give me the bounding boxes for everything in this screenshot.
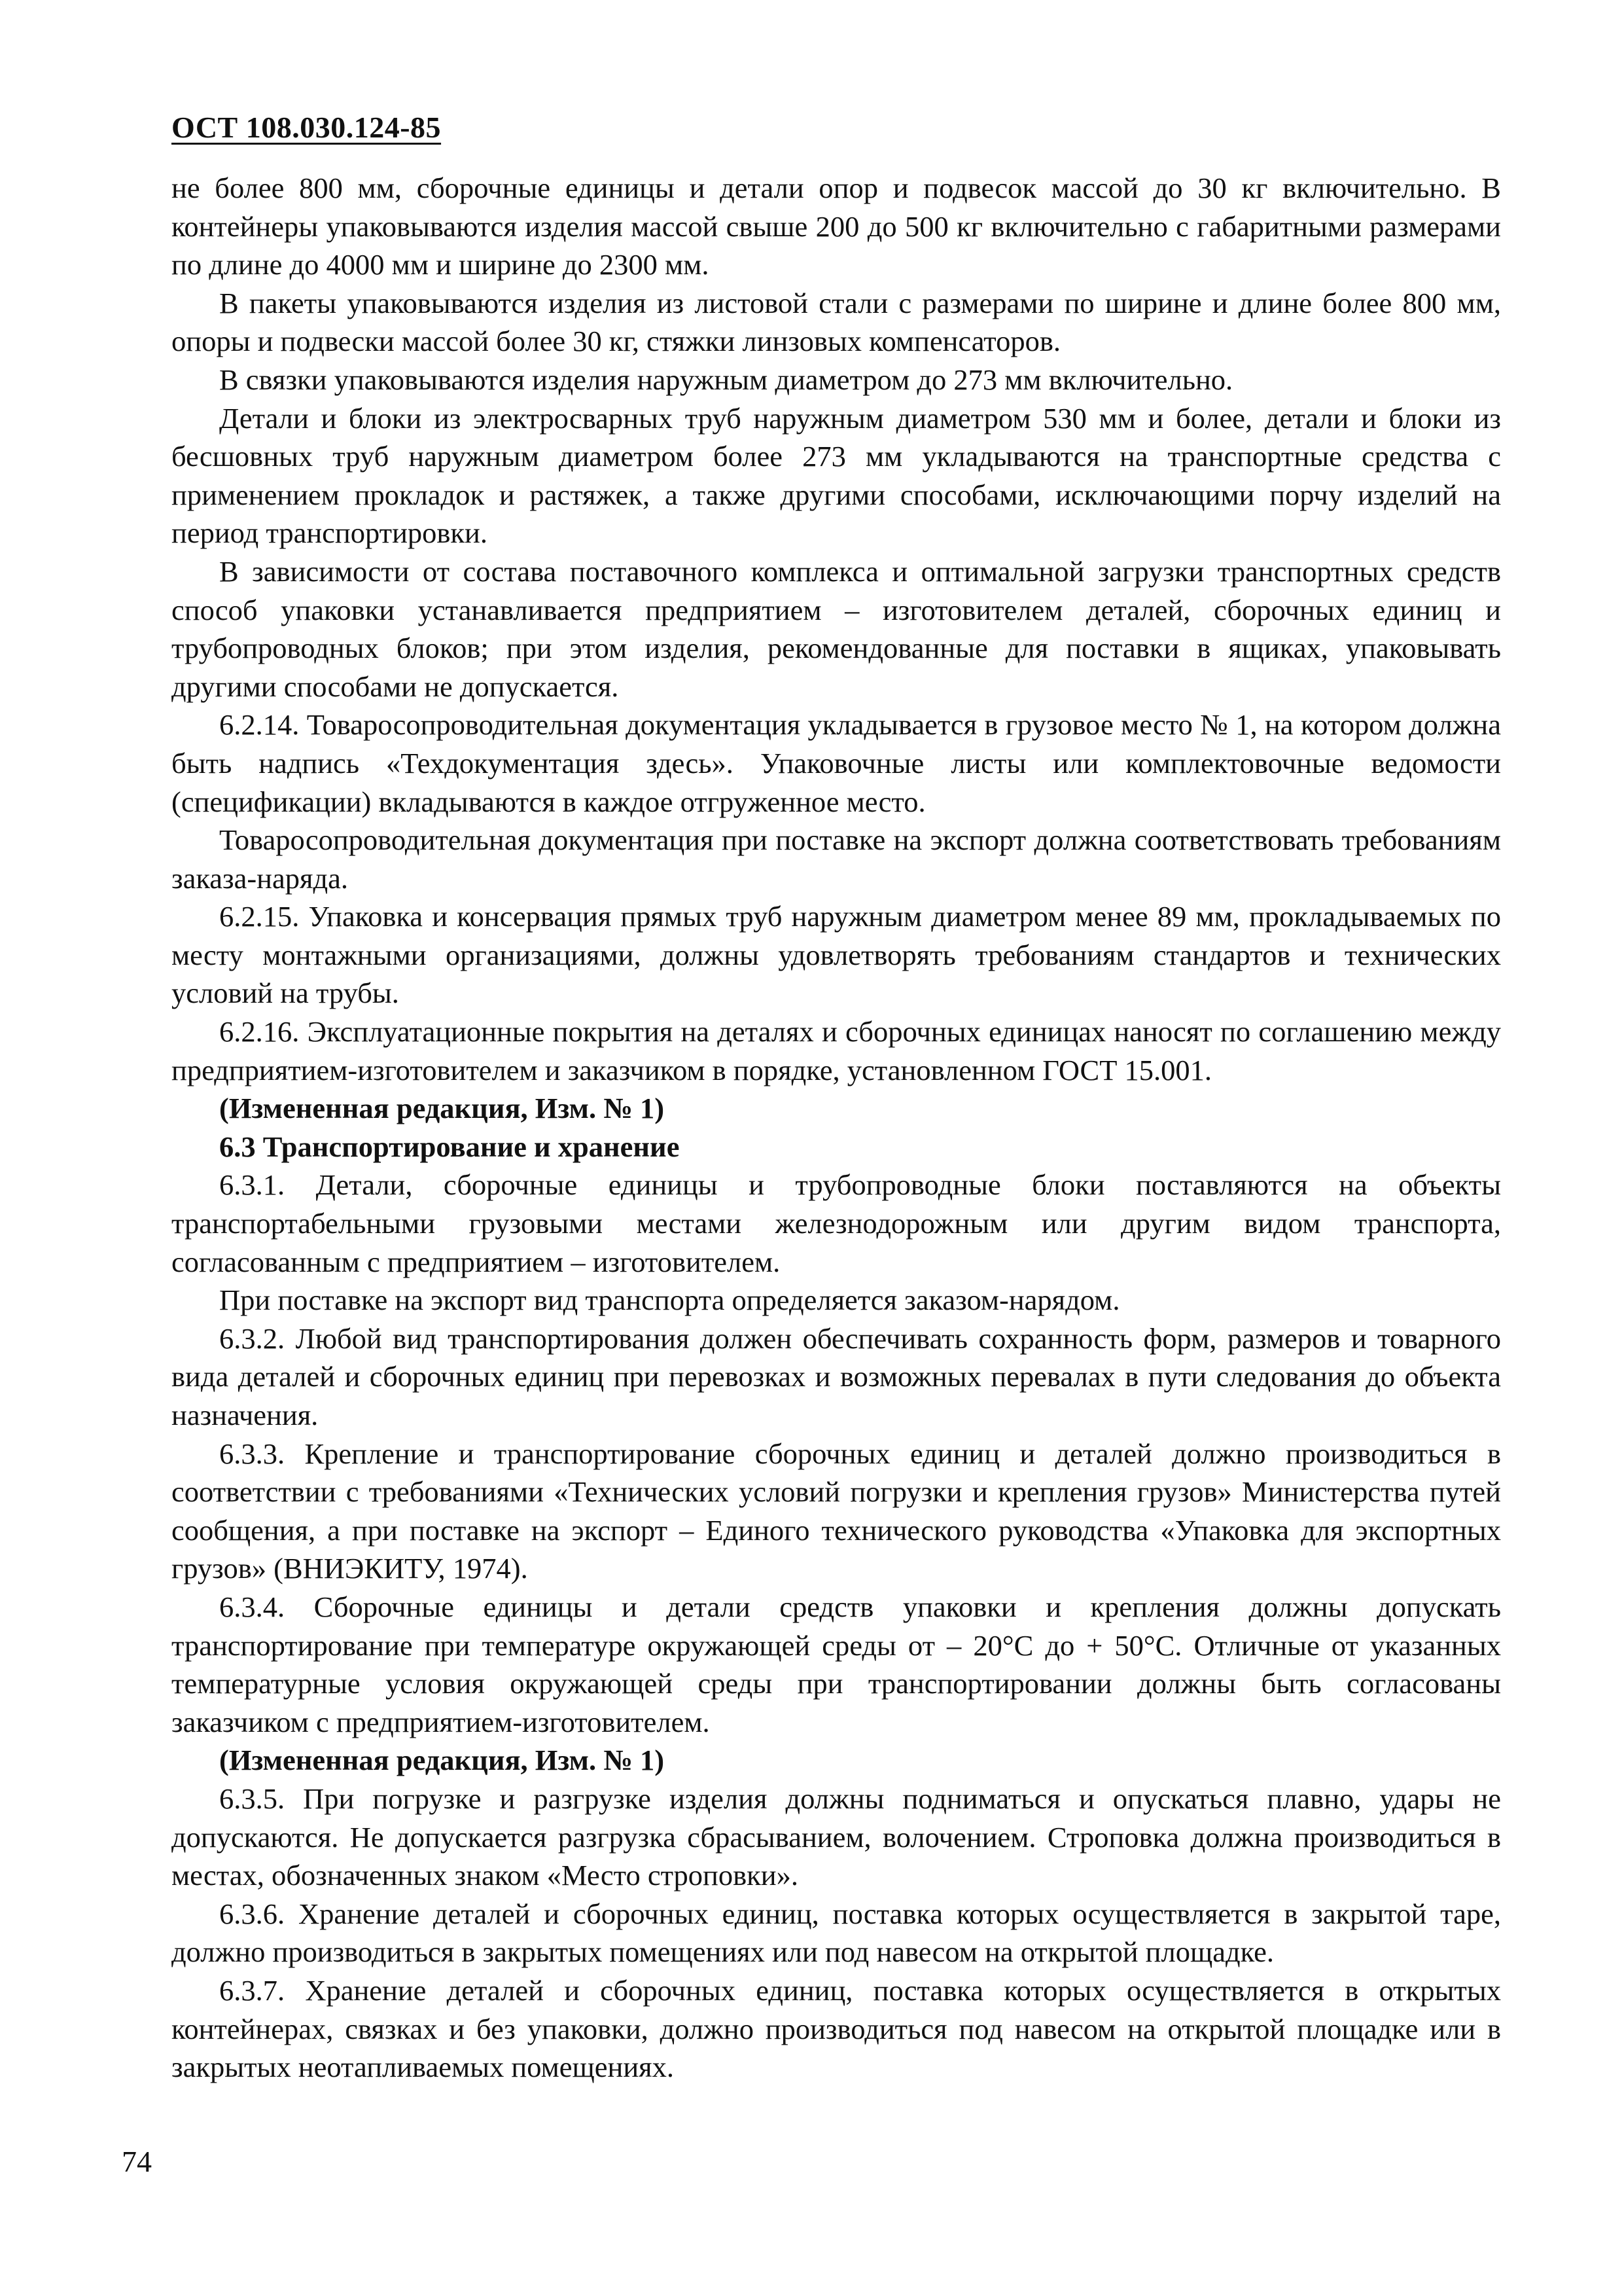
paragraph-6-3-7: 6.3.7. Хранение деталей и сборочных единиц, поставка которых осуществляется в открытых контейнерах, связках и без упаковки, должно производиться под навесом на открытой площадке или в закрытых неотапливаемых помещениях. [171, 1973, 1501, 2084]
paragraph-export-docs: Товаросопроводительная документация при поставке на экспорт должна соответствовать требованиям заказа-наряда. [171, 823, 1501, 895]
paragraph-6-3-6: 6.3.6. Хранение деталей и сборочных единиц, поставка которых осуществляется в закрытой таре, должно производиться в закрытых помещениях или под навесом на открытой площадке. [171, 1897, 1501, 1969]
paragraph-packaging-limits: не более 800 мм, сборочные единицы и детали опор и подвесок массой до 30 кг включительно. В контейнеры упаковываются изделия массой свыше 200 до 500 кг включительно с габаритными размерами по длине до 4000 мм и ширине до 2300 мм. [171, 171, 1501, 281]
document-header: ОСТ 108.030.124-85 [171, 111, 442, 144]
paragraph-large-pipes: Детали и блоки из электросварных труб наружным диаметром 530 мм и более, детали и блоки из бесшовных труб наружным диаметром более 273 мм укладываются на транспортные средства с применением прокладок и растяжек, а также другими способами, исключающими порчу изделий на период транспортировки. [171, 401, 1501, 550]
paragraph-6-3-2: 6.3.2. Любой вид транспортирования должен обеспечивать сохранность форм, размеров и товарного вида деталей и сборочных единиц при перевозках и возможных перевалах в пути следования до объекта назначения. [171, 1321, 1501, 1431]
paragraph-export-transport: При поставке на экспорт вид транспорта определяется заказом-нарядом. [219, 1283, 1120, 1317]
amendment-note: (Измененная редакция, Изм. № 1) [219, 1092, 665, 1125]
paragraph-bundles: В связки упаковываются изделия наружным диаметром до 273 мм включительно. [219, 363, 1233, 396]
paragraph-6-3-5: 6.3.5. При погрузке и разгрузке изделия должны подниматься и опускаться плавно, удары не допускаются. Не допускается разгрузка сбрасыванием, волочением. Строповка должна производиться в местах, обозначенных знаком «Место строповки». [171, 1782, 1501, 1892]
paragraph-packaging-method: В зависимости от состава поставочного комплекса и оптимальной загрузки транспортных средств способ упаковки устанавливается предприятием – изготовителем деталей, сборочных единиц и трубопроводных блоков; при этом изделия, рекомендованные для поставки в ящиках, упаковывать другими способами не допускается. [171, 554, 1501, 703]
paragraph-6-2-15: 6.2.15. Упаковка и консервация прямых труб наружным диаметром менее 89 мм, прокладываемых по месту монтажными организациями, должны удовлетворять требованиям стандартов и технических условий на трубы. [171, 900, 1501, 1010]
section-heading-6-3: 6.3 Транспортирование и хранение [219, 1130, 680, 1163]
paragraph-6-3-4: 6.3.4. Сборочные единицы и детали средств упаковки и крепления должны допускать транспортирование при температуре окружающей среды от – 20°С до + 50°С. Отличные от указанных температурные условия окружающей среды при транспортировании должны быть согласованы заказчиком с предприятием-изготовителем. [171, 1590, 1501, 1738]
document-body [171, 169, 1501, 2087]
amendment-note: (Измененная редакция, Изм. № 1) [219, 1744, 665, 1777]
paragraph-6-2-16: 6.2.16. Эксплуатационные покрытия на деталях и сборочных единицах наносят по соглашению между предприятием-изготовителем и заказчиком в порядке, установленном ГОСТ 15.001. [171, 1015, 1501, 1086]
paragraph-6-2-14: 6.2.14. Товаросопроводительная документация укладывается в грузовое место № 1, на котором должна быть надпись «Техдокументация здесь». Упаковочные листы или комплектовочные ведомости (спецификации) вкладываются в каждое отгруженное место. [171, 708, 1501, 818]
paragraph-6-3-1: 6.3.1. Детали, сборочные единицы и трубопроводные блоки поставляются на объекты транспортабельными грузовыми местами железнодорожным или другим видом транспорта, согласованным с предприятием – изготовителем. [171, 1168, 1501, 1278]
page-number: 74 [122, 2145, 152, 2178]
paragraph-6-3-3: 6.3.3. Крепление и транспортирование сборочных единиц и деталей должно производиться в соответствии с требованиями «Технических условий погрузки и крепления грузов» Министерства путей сообщения, а при поставке на экспорт – Единого технического руководства «Упаковка для экспортных грузов» (ВНИЭКИТУ, 1974). [171, 1437, 1501, 1585]
paragraph-packets: В пакеты упаковываются изделия из листовой стали с размерами по ширине и длине более 800 мм, опоры и подвески массой более 30 кг, стяжки линзовых компенсаторов. [171, 286, 1501, 358]
